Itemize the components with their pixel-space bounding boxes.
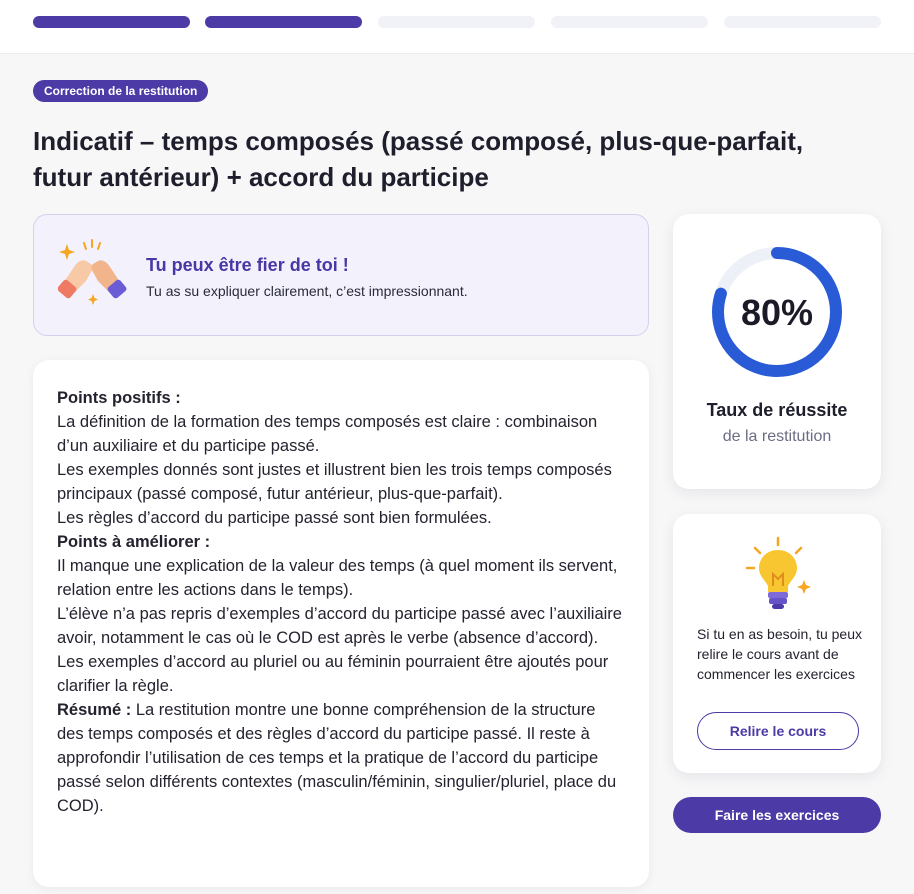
positive-item: Les exemples donnés sont justes et illustrent bien les trois temps composés principaux (passé composé, futur antérieur, plus-que-parfait).: [57, 461, 612, 503]
top-bar: [0, 0, 914, 54]
tip-text: Si tu en as besoin, tu peux relire le cours avant de commencer les exercices: [697, 626, 862, 682]
positives-heading: Points positifs :: [57, 389, 181, 407]
score-label: Taux de réussite: [706, 400, 848, 420]
positive-item: La définition de la formation des temps composés est claire : combinaison d’un auxiliaire et du participe passé.: [57, 413, 598, 455]
page-title: Indicatif – temps composés (passé composé, plus-que-parfait, futur antérieur) + accord du participe: [33, 126, 804, 192]
summary-text: La restitution montre une bonne compréhension de la structure des temps composés et des règles d’accord du participe passé. Il reste à approfondir l’utilisation de ces temps et la pratique de l’accord du participe passé selon différents contextes (masculin/féminin, singulier/pluriel, place du COD).: [57, 701, 617, 815]
positive-item: Les règles d’accord du participe passé sont bien formulées.: [57, 509, 492, 527]
progress-segment-2: [205, 16, 362, 28]
improvement-item: Les exemples d’accord au pluriel ou au féminin pourraient être ajoutés pour clarifier la règle.: [57, 653, 609, 695]
tip-card: [673, 514, 881, 773]
high-five-icon: [58, 237, 134, 313]
progress-segment-3: [378, 16, 535, 28]
progress-segment-1: [33, 16, 190, 28]
improvement-item: L’élève n’a pas repris d’exemples d’accord du participe passé avec l’auxiliaire avoir, notamment le cas où le COD est après le verbe (absence d’accord).: [57, 605, 622, 647]
progress-segment-4: [551, 16, 708, 28]
summary-heading: Résumé :: [57, 701, 132, 719]
lightbulb-icon: [743, 536, 813, 614]
progress-segment-5: [724, 16, 881, 28]
praise-card: [33, 214, 649, 336]
reread-course-button[interactable]: Relire le cours: [697, 712, 859, 750]
praise-title: Tu peux être fier de toi !: [146, 255, 349, 275]
feedback-card: [33, 360, 649, 887]
score-sublabel: de la restitution: [722, 428, 832, 445]
improvements-heading: Points à améliorer :: [57, 533, 211, 551]
score-card: [673, 214, 881, 489]
section-badge: Correction de la restitution: [33, 80, 208, 102]
praise-subtitle: Tu as su expliquer clairement, c’est impressionnant.: [146, 283, 468, 299]
improvement-item: Il manque une explication de la valeur des temps (à quel moment ils servent, relation entre les actions dans le temps).: [57, 557, 618, 599]
start-exercises-button[interactable]: Faire les exercices: [673, 797, 881, 833]
score-value: 80%: [740, 292, 814, 333]
summary-paragraph: [57, 698, 625, 818]
